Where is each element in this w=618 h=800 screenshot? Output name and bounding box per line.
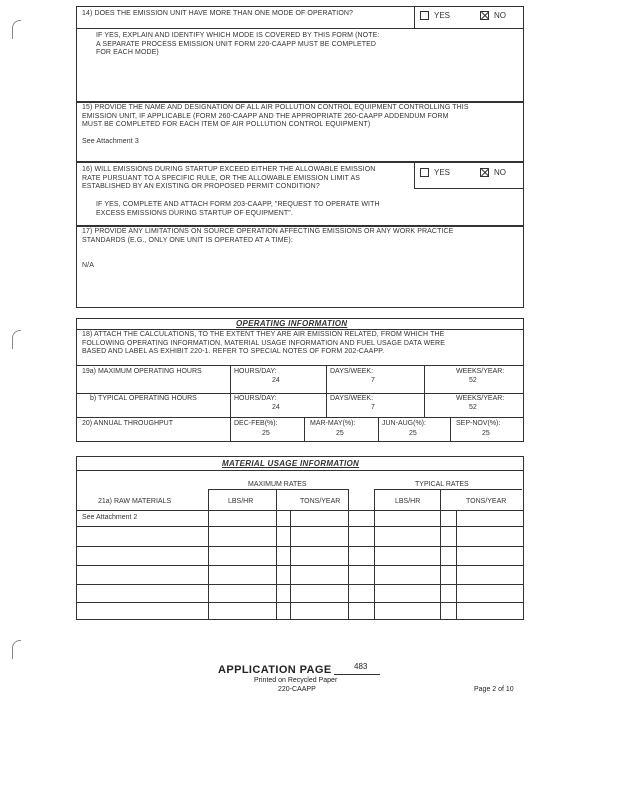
max-rates-label: MAXIMUM RATES bbox=[248, 481, 307, 488]
q14-no-checkbox[interactable] bbox=[480, 11, 489, 20]
q19a-hours-day-label: HOURS/DAY: bbox=[234, 368, 277, 375]
q19b-days-week-value[interactable]: 7 bbox=[371, 404, 375, 411]
max-tons-year-label: TONS/YEAR bbox=[300, 498, 341, 505]
dec-feb-label: DEC-FEB(%): bbox=[234, 420, 278, 427]
max-lbs-hr-label: LBS/HR bbox=[228, 498, 254, 505]
recycled-note: Printed on Recycled Paper bbox=[254, 677, 338, 684]
page-number: 483 bbox=[354, 662, 368, 671]
q19a-weeks-year-value[interactable]: 52 bbox=[469, 377, 477, 384]
q19b-weeks-year-label: WEEKS/YEAR: bbox=[456, 395, 505, 402]
mar-may-label: MAR-MAY(%): bbox=[310, 420, 356, 427]
material-title: MATERIAL USAGE INFORMATION bbox=[222, 459, 360, 468]
mar-may-value[interactable]: 25 bbox=[336, 430, 344, 437]
dec-feb-value[interactable]: 25 bbox=[262, 430, 270, 437]
q16-yes-label: YES bbox=[434, 168, 451, 177]
sep-nov-label: SEP-NOV(%): bbox=[456, 420, 501, 427]
q14-yes-checkbox[interactable] bbox=[420, 11, 429, 20]
jun-aug-label: JUN-AUG(%): bbox=[382, 420, 426, 427]
material-first-row[interactable]: See Attachment 2 bbox=[82, 514, 138, 521]
q14-yes-label: YES bbox=[434, 11, 451, 20]
q16-no-label: NO bbox=[494, 168, 506, 177]
q19a-days-week-value[interactable]: 7 bbox=[371, 377, 375, 384]
jun-aug-value[interactable]: 25 bbox=[409, 430, 417, 437]
q17-question: 17) PROVIDE ANY LIMITATIONS ON SOURCE OPERATION AFFECTING EMISSIONS OR ANY WORK PRACTICE STANDARDS (E.G., ONLY ONE UNIT IS OPERATED AT A TIME): bbox=[82, 228, 454, 244]
operating-title: OPERATING INFORMATION bbox=[236, 319, 348, 328]
q16-no-checkbox[interactable] bbox=[480, 168, 489, 177]
q15-question: 15) PROVIDE THE NAME AND DESIGNATION OF ALL AIR POLLUTION CONTROL EQUIPMENT CONTROLLING THIS EMISSION UNIT, IF APPLICABLE (FORM 260-CAAPP AND THE APPROPRIATE 260-CAAPP ADDENDUM FORM MUST BE COMPLETED FOR EACH ITEM OF AIR POLLUTION CONTROL EQUIPMENT) bbox=[82, 104, 469, 128]
q14-question: 14) DOES THE EMISSION UNIT HAVE MORE THAN ONE MODE OF OPERATION? bbox=[82, 10, 354, 17]
q19b-hours-day-label: HOURS/DAY: bbox=[234, 395, 277, 402]
q19a-hours-day-value[interactable]: 24 bbox=[272, 377, 280, 384]
q19b-days-week-label: DAYS/WEEK: bbox=[330, 395, 374, 402]
application-page-label: APPLICATION PAGE bbox=[218, 664, 332, 676]
q19a-label: 19a) MAXIMUM OPERATING HOURS bbox=[82, 368, 202, 375]
q19b-label: b) TYPICAL OPERATING HOURS bbox=[90, 395, 197, 402]
typ-lbs-hr-label: LBS/HR bbox=[395, 498, 421, 505]
q19a-days-week-label: DAYS/WEEK: bbox=[330, 368, 374, 375]
form-number: 220-CAAPP bbox=[278, 686, 316, 693]
q19b-hours-day-value[interactable]: 24 bbox=[272, 404, 280, 411]
q20-label: 20) ANNUAL THROUGHPUT bbox=[82, 420, 174, 427]
q17-answer[interactable]: N/A bbox=[82, 262, 94, 269]
page-of: Page 2 of 10 bbox=[474, 686, 514, 693]
q18-text: 18) ATTACH THE CALCULATIONS, TO THE EXTENT THEY ARE AIR EMISSION RELATED, FROM WHICH THE FOLLOWING OPERATING INFORMATION, MATERIAL USAGE INFORMATION AND FUEL USAGE DATA WERE BASED AND LABEL AS EXHIBIT 220-1. REFER TO SPECIAL NOTES OF FORM 202-CAAPP. bbox=[82, 331, 445, 355]
q16-instruction: IF YES, COMPLETE AND ATTACH FORM 203-CAAPP, "REQUEST TO OPERATE WITH EXCESS EMISSIONS DURING STARTUP OF EQUIPMENT". bbox=[96, 201, 380, 217]
q14-no-label: NO bbox=[494, 11, 506, 20]
binder-mark bbox=[12, 640, 21, 659]
q15-answer[interactable]: See Attachment 3 bbox=[82, 138, 139, 145]
q14-instruction: IF YES, EXPLAIN AND IDENTIFY WHICH MODE IS COVERED BY THIS FORM (NOTE: A SEPARATE PROCESS EMISSION UNIT FORM 220-CAAPP MUST BE COMPLETED FOR EACH MODE) bbox=[96, 32, 380, 56]
q16-question: 16) WILL EMISSIONS DURING STARTUP EXCEED EITHER THE ALLOWABLE EMISSION RATE PURSUANT TO A SPECIFIC RULE, OR THE ALLOWABLE EMISSION LIMIT AS ESTABLISHED BY AN EXISTING OR PROPOSED PERMIT CONDITION? bbox=[82, 166, 376, 190]
typ-rates-label: TYPICAL RATES bbox=[415, 481, 469, 488]
sep-nov-value[interactable]: 25 bbox=[482, 430, 490, 437]
q16-yes-checkbox[interactable] bbox=[420, 168, 429, 177]
q19a-weeks-year-label: WEEKS/YEAR: bbox=[456, 368, 505, 375]
binder-mark bbox=[12, 20, 21, 39]
raw-materials-label: 21a) RAW MATERIALS bbox=[98, 498, 172, 505]
q19b-weeks-year-value[interactable]: 52 bbox=[469, 404, 477, 411]
binder-mark bbox=[12, 330, 21, 349]
typ-tons-year-label: TONS/YEAR bbox=[466, 498, 507, 505]
